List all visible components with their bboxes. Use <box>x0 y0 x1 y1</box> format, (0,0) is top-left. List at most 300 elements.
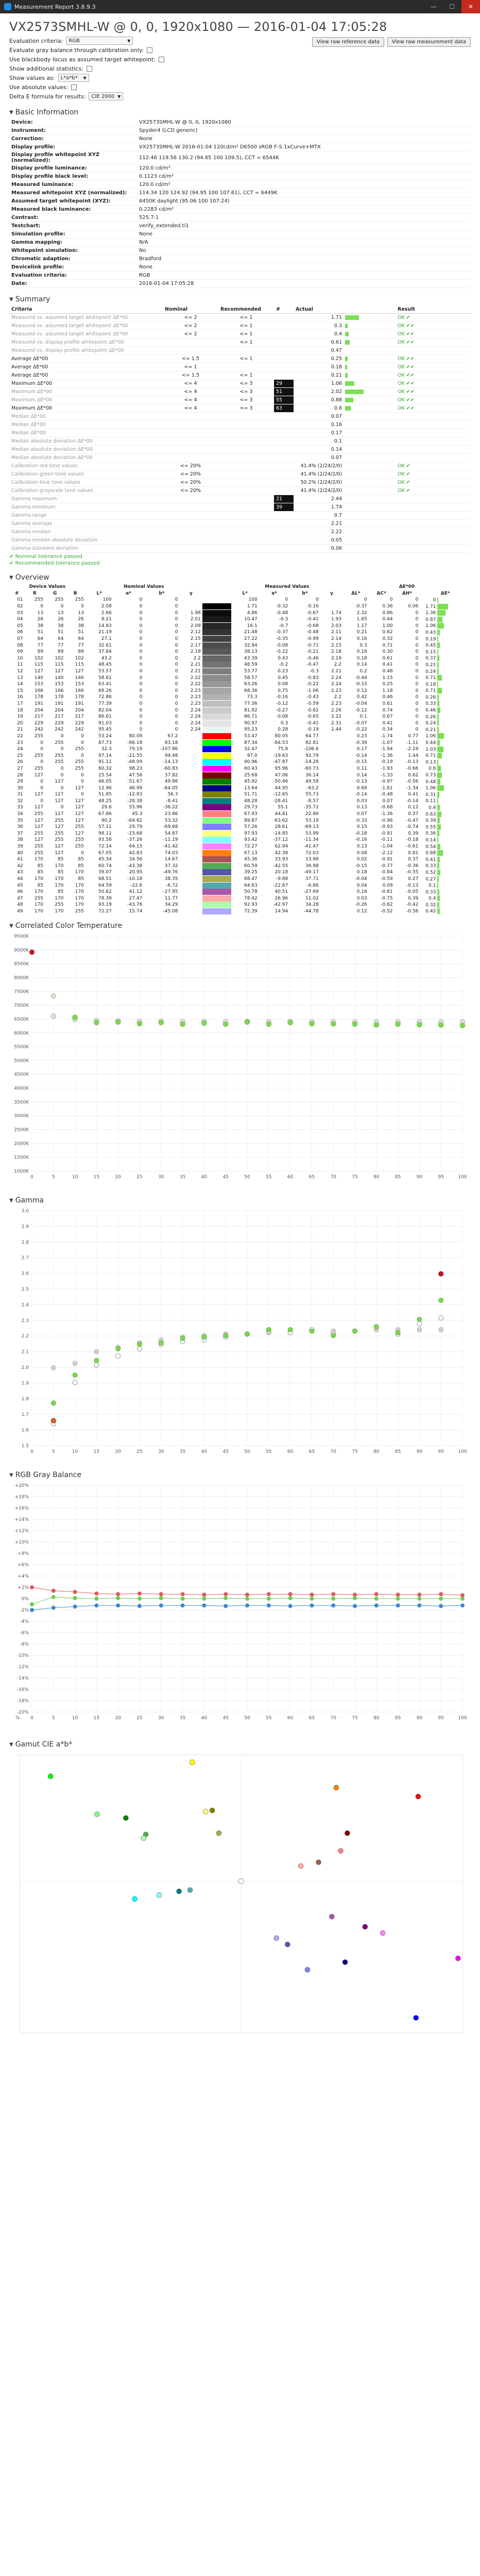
cct-point <box>223 1022 228 1027</box>
ov-cell: 97.93 <box>244 831 258 836</box>
summary-result: OK ✔ <box>396 314 471 322</box>
summary-actual <box>294 437 396 446</box>
ov-cell: 2.17 <box>190 642 201 648</box>
ov-delta-e <box>420 811 471 818</box>
info-key: Display profile: <box>9 143 137 151</box>
ov-cell: 27 <box>17 766 23 771</box>
ov-col-head: L* <box>242 590 248 596</box>
gamma-x-tick: 10 <box>72 1449 78 1455</box>
summary-recommended: <= 3 <box>218 380 274 388</box>
collapse-triangle-icon: ▼ <box>9 923 13 929</box>
ov-delta-e <box>420 837 471 843</box>
summary-nominal <box>163 446 218 454</box>
swatch-fill <box>202 642 231 649</box>
ov-cell: 50.78 <box>244 889 258 895</box>
info-key: Display profile black level: <box>9 173 137 181</box>
ov-cell: 1.74 <box>331 610 341 616</box>
info-value: 114.34 120 124.92 (94.95 100 107.61), CCT = 6449K <box>137 189 471 197</box>
ov-delta-e <box>420 642 471 649</box>
ov-cell: 0 <box>60 733 64 739</box>
ov-delta-e-value: 0.26 <box>425 694 436 700</box>
summary-result: OK ✔✔ <box>396 396 471 404</box>
ov-delta-e <box>420 694 471 701</box>
gamut-point <box>363 1924 368 1929</box>
summary-actual-value: 41.4% (2/24/2/0) <box>300 463 342 469</box>
ov-cell: -1.06 <box>306 688 319 693</box>
ov-cell: 20.18 <box>275 870 288 875</box>
summary-recommended <box>218 479 274 487</box>
delta-e-bar <box>437 610 445 616</box>
ov-cell: -0.16 <box>355 837 367 843</box>
ov-cell: 0 <box>415 714 419 720</box>
cct-x-tick: 60 <box>287 1175 294 1180</box>
gamut-point <box>48 1774 53 1779</box>
ov-delta-e-value: 0.1 <box>428 883 436 889</box>
absolute-values-checkbox[interactable] <box>71 84 77 90</box>
gamma-y-tick: 2.1 <box>21 1349 29 1355</box>
ov-delta-e-value: 0.4 <box>428 896 436 902</box>
gray-balance-point <box>245 1603 249 1607</box>
ov-cell <box>180 739 202 746</box>
ov-cell: 07 <box>17 636 23 642</box>
view-reference-data-button[interactable]: View raw reference data <box>312 37 384 47</box>
swatch-head <box>202 584 231 590</box>
ov-delta-e <box>420 603 471 610</box>
ov-cell: 0.11 <box>356 766 367 771</box>
ov-cell: 60.32 <box>98 766 112 771</box>
delta-e-bar <box>437 688 442 693</box>
ov-cell: 0.41 <box>408 792 419 798</box>
gray-balance-heading[interactable] <box>9 1471 471 1479</box>
info-key: Simulation profile: <box>9 230 137 239</box>
ov-cell: 85 <box>37 863 44 869</box>
gamut-point <box>329 1914 334 1919</box>
color-swatch <box>202 863 231 870</box>
cct-svg <box>9 932 471 1188</box>
ov-cell: -1.11 <box>406 740 419 745</box>
overview-row <box>9 668 471 675</box>
delta-e-bar <box>437 759 438 765</box>
ov-cell <box>180 908 202 915</box>
ov-cell: 0 <box>415 694 419 700</box>
info-row <box>9 247 471 255</box>
ov-cell: -0.08 <box>276 714 288 720</box>
ov-cell: 0.17 <box>356 747 367 752</box>
ov-cell: 37.32 <box>164 863 178 869</box>
ov-cell: 2.26 <box>331 707 341 713</box>
gray-balance-checkbox[interactable] <box>147 47 152 53</box>
ov-delta-e-value: 0.45 <box>425 643 436 649</box>
gamut-point <box>274 1936 279 1941</box>
ov-cell: 77 <box>78 642 84 648</box>
ov-cell: -1.04 <box>381 844 393 850</box>
ov-cell: 55.1 <box>278 805 288 810</box>
ov-delta-e-value: 0.71 <box>425 688 436 694</box>
ov-cell: 56.3 <box>167 792 178 798</box>
cct-heading[interactable] <box>9 922 471 930</box>
ov-cell: 57.11 <box>98 824 112 830</box>
ov-cell: 13 <box>57 610 64 616</box>
summary-result: OK ✔ <box>396 470 471 479</box>
close-button[interactable]: ✕ <box>461 0 480 13</box>
ov-cell: -64.05 <box>163 785 178 791</box>
ov-cell <box>320 895 343 902</box>
cct-point <box>460 1023 465 1028</box>
ov-cell: 242 <box>75 727 84 733</box>
delta-e-bar <box>437 740 440 745</box>
ov-cell: -21.55 <box>127 753 143 758</box>
ov-cell: 255 <box>34 831 44 836</box>
ov-cell <box>180 895 202 902</box>
ov-cell: 0.08 <box>278 682 288 687</box>
ov-cell: -0.3 <box>279 617 288 622</box>
additional-stats-checkbox[interactable] <box>87 66 92 72</box>
gamut-point <box>345 1831 350 1836</box>
summary-actual <box>294 363 396 371</box>
gray-balance-point <box>73 1605 77 1609</box>
summary-row <box>9 363 471 371</box>
top-buttons <box>312 37 471 47</box>
summary-hash <box>274 330 294 338</box>
ov-cell: 63.41 <box>98 682 112 687</box>
ov-cell: -0.62 <box>306 707 319 713</box>
ov-cell: -28.41 <box>273 798 288 804</box>
summary-hash <box>274 528 294 536</box>
ov-cell: 11 <box>17 662 23 668</box>
ov-cell: 67.86 <box>98 811 112 817</box>
summary-hash: 29 <box>274 380 294 388</box>
ov-cell: 85 <box>78 863 84 869</box>
ov-cell: 127 <box>34 837 44 843</box>
cct-y-tick: 3000K <box>14 1113 29 1119</box>
delta-e-bar <box>437 818 440 823</box>
ov-cell: 0.32 <box>382 636 393 642</box>
summary-actual <box>294 322 396 330</box>
ov-cell <box>180 869 202 876</box>
ov-cell: 2.24 <box>190 720 201 726</box>
absolute-values-label: Use absolute values: <box>9 83 68 91</box>
delta-e-label: Delta E formula for results: <box>9 93 86 100</box>
blackbody-row <box>9 55 471 64</box>
ov-cell: 48.28 <box>244 798 258 804</box>
window-title: Measurement Report 3.8.9.3 <box>14 3 96 10</box>
ov-cell: 0 <box>139 727 143 733</box>
gray-balance-point <box>267 1592 271 1596</box>
ov-cell: -0.08 <box>276 642 288 648</box>
gamut-point <box>316 1860 321 1865</box>
ov-cell: -0.37 <box>276 630 288 635</box>
gamma-y-tick: 2.9 <box>21 1224 29 1230</box>
summary-recommended: <= 1 <box>218 371 274 380</box>
ov-cell: -0.43 <box>306 694 319 700</box>
overview-heading[interactable] <box>9 573 471 582</box>
ov-cell: 0 <box>81 772 84 778</box>
ov-cell: 0.37 <box>408 811 419 817</box>
ov-cell: 64.59 <box>98 883 112 888</box>
ov-delta-e <box>420 778 471 785</box>
ov-cell: 127 <box>75 818 84 823</box>
ov-cell: 0 <box>60 785 64 791</box>
summary-recommended <box>218 503 274 512</box>
info-row <box>9 143 471 151</box>
summary-recommended <box>218 495 274 503</box>
ov-cell: 23 <box>17 740 23 745</box>
ov-cell: 62.94 <box>275 844 288 850</box>
summary-result <box>396 520 471 528</box>
overview-row <box>9 889 471 895</box>
basic-info-heading[interactable] <box>9 108 471 116</box>
ov-cell: 127 <box>34 772 44 778</box>
ov-delta-e <box>420 701 471 707</box>
color-swatch <box>202 733 231 740</box>
ov-cell: -0.97 <box>381 779 393 785</box>
swatch-fill <box>202 766 231 772</box>
ov-cell: -0.48 <box>306 630 319 635</box>
gamut-point <box>342 1960 348 1965</box>
cct-point <box>352 1022 357 1027</box>
cct-y-tick: 1500K <box>14 1155 29 1161</box>
eval-criteria-select[interactable] <box>66 37 133 45</box>
summary-hash <box>274 429 294 437</box>
ov-cell: -28.38 <box>127 798 143 804</box>
ov-cell: 153 <box>55 682 64 687</box>
ov-cell: 2.24 <box>190 727 201 733</box>
ov-cell: 255 <box>55 740 64 745</box>
info-key: Measured black luminance: <box>9 206 137 214</box>
gamut-point <box>285 1942 290 1947</box>
ov-delta-e-value: 0.6 <box>428 766 436 772</box>
gamma-y-tick: 3.0 <box>21 1209 29 1214</box>
maximize-button[interactable]: ☐ <box>449 3 455 10</box>
ov-cell: 90.96 <box>244 759 258 765</box>
cct-x-tick: 95 <box>438 1175 444 1180</box>
gamma-x-tick: 55 <box>266 1449 272 1455</box>
overview-row <box>9 662 471 668</box>
ov-delta-e <box>420 655 471 662</box>
minimize-button[interactable]: — <box>431 3 437 10</box>
gamma-x-tick: 40 <box>201 1449 208 1455</box>
summary-hash <box>274 479 294 487</box>
ov-cell: -0.3 <box>310 669 319 674</box>
color-swatch <box>202 603 231 610</box>
ov-cell: 38.13 <box>244 649 258 655</box>
swatch-fill <box>202 610 231 616</box>
delta-e-bar <box>437 876 439 882</box>
ov-cell: 46.05 <box>98 779 112 785</box>
info-row <box>9 214 471 222</box>
summary-row <box>9 413 471 421</box>
swatch-fill <box>202 889 231 895</box>
delta-e-bar <box>437 772 442 778</box>
overview-row <box>9 649 471 655</box>
delta-e-select[interactable] <box>89 92 123 100</box>
ov-cell: 0.61 <box>382 655 393 661</box>
ov-cell: 68.47 <box>244 876 258 882</box>
color-swatch <box>202 597 231 603</box>
ov-cell: 47.06 <box>275 772 288 778</box>
ov-cell: 0 <box>40 759 44 765</box>
swatch-fill <box>202 662 231 668</box>
cct-point <box>417 1022 422 1027</box>
ov-delta-e <box>420 707 471 714</box>
ov-cell: 2.01 <box>190 617 201 622</box>
ov-cell: 255 <box>34 733 44 739</box>
summary-bar <box>345 398 353 402</box>
gray-y-tick: -6% <box>20 1631 29 1636</box>
ov-cell: 18 <box>17 707 23 713</box>
info-row <box>9 230 471 239</box>
ov-cell: 0 <box>175 720 178 726</box>
summary-actual <box>294 520 396 528</box>
info-row <box>9 118 471 127</box>
ov-cell: -0.46 <box>306 655 319 661</box>
ov-cell: 01 <box>17 597 23 603</box>
cct-title: Correlated Color Temperature <box>15 922 123 930</box>
overview-row <box>9 616 471 623</box>
info-row <box>9 197 471 206</box>
ov-cell: 2.2 <box>334 694 341 700</box>
ov-cell <box>180 746 202 753</box>
ov-cell: 0.46 <box>382 694 393 700</box>
ov-cell: -22.6 <box>130 883 143 888</box>
info-value: No <box>137 247 471 255</box>
gray-balance-point <box>245 1593 249 1597</box>
ov-cell: -0.55 <box>406 870 419 875</box>
ov-cell: -60.73 <box>303 766 319 771</box>
ov-cell: 85 <box>37 883 44 888</box>
color-swatch <box>202 772 231 778</box>
gamut-heading[interactable] <box>9 1740 471 1749</box>
chevron-down-icon: ▼ <box>83 75 87 80</box>
gamma-x-tick: 85 <box>395 1449 401 1455</box>
ov-cell: 95.23 <box>244 727 258 733</box>
cct-point <box>159 1020 164 1025</box>
info-key: Measured whitepoint XYZ (normalized): <box>9 189 137 197</box>
summary-nominal: <= 2 <box>163 322 218 330</box>
ov-cell <box>180 876 202 883</box>
summary-heading[interactable] <box>9 295 471 303</box>
overview-row <box>9 798 471 805</box>
ov-cell: 0 <box>139 688 143 693</box>
summary-recommended: <= 1 <box>218 314 274 322</box>
gamma-y-tick: 1.5 <box>21 1444 29 1449</box>
summary-recommended <box>218 429 274 437</box>
gamma-x-tick: 70 <box>330 1449 336 1455</box>
overview-row <box>9 902 471 908</box>
gray-y-tick: -10% <box>16 1653 29 1659</box>
ov-cell: 0 <box>60 805 64 810</box>
ov-cell: 170 <box>34 857 44 862</box>
summary-result: OK ✔✔ <box>396 338 471 347</box>
blackbody-checkbox[interactable] <box>159 57 164 62</box>
gamma-x-tick: 95 <box>438 1449 444 1455</box>
ov-cell: 77.36 <box>244 701 258 706</box>
info-value: verify_extended.ti1 <box>137 222 471 230</box>
ov-cell: 170 <box>75 889 84 895</box>
gamma-heading[interactable] <box>9 1196 471 1205</box>
ov-cell: 64 <box>37 636 44 642</box>
ov-cell: 0.07 <box>356 811 367 817</box>
info-key: Display profile luminance: <box>9 164 137 173</box>
ov-cell: 37.84 <box>98 649 112 655</box>
ov-cell: 47 <box>17 895 23 901</box>
ov-cell: 63.26 <box>244 682 258 687</box>
color-swatch <box>202 778 231 785</box>
summary-row <box>9 487 471 495</box>
ov-cell: 0.14 <box>356 772 367 778</box>
ov-delta-e-value: 0.21 <box>425 662 436 668</box>
ov-cell: 191 <box>34 701 44 706</box>
gray-y-tick: +12% <box>14 1529 29 1534</box>
collapse-triangle-icon: ▼ <box>9 1741 13 1748</box>
ov-cell: -0.48 <box>276 610 288 616</box>
collapse-triangle-icon: ▼ <box>9 296 13 302</box>
ov-cell <box>320 766 343 772</box>
ov-cell: 97.14 <box>98 753 112 758</box>
ov-cell: 191 <box>55 701 64 706</box>
ov-cell: 0.3 <box>280 720 288 726</box>
ov-cell: 72.14 <box>98 844 112 850</box>
ov-cell: 92.93 <box>244 902 258 908</box>
ov-cell: 0 <box>415 720 419 726</box>
cct-x-tick: 35 <box>179 1175 186 1180</box>
cct-x-tick: 80 <box>373 1175 380 1180</box>
overview-row <box>9 876 471 883</box>
summary-hash: 39 <box>274 503 294 512</box>
ov-cell: -0.18 <box>355 831 367 836</box>
ov-cell: 170 <box>34 902 44 908</box>
gamma-x-tick: 45 <box>222 1449 229 1455</box>
ov-cell: 08 <box>17 642 23 648</box>
gamma-x-tick: 75 <box>352 1449 358 1455</box>
summary-result <box>396 437 471 446</box>
ov-cell: 170 <box>34 876 44 882</box>
ov-cell: -63.62 <box>273 818 288 823</box>
gray-x-unit: % <box>15 1716 20 1721</box>
ov-col-head: G <box>53 590 57 596</box>
info-value: 112.46 119.56 130.2 (94.65 100 109.5), CCT = 6544K <box>137 151 471 164</box>
ov-cell: 0 <box>60 766 64 771</box>
cct-point-nominal <box>51 1014 56 1019</box>
ov-cell <box>320 856 343 863</box>
summary-bar <box>345 373 348 378</box>
gray-balance-point <box>417 1603 421 1607</box>
summary-row <box>9 330 471 338</box>
view-measurement-data-button[interactable]: View raw measurement data <box>387 37 471 47</box>
ov-cell: 0 <box>415 649 419 655</box>
ov-cell: 170 <box>55 876 64 882</box>
gray-x-tick: 40 <box>201 1716 208 1721</box>
ov-cell: 43 <box>17 870 23 875</box>
ov-cell: 2.03 <box>331 623 341 629</box>
ov-cell: -37.12 <box>273 837 288 843</box>
ov-cell <box>180 856 202 863</box>
ov-col-head: B <box>73 590 77 596</box>
ov-cell: 58.61 <box>98 675 112 681</box>
ov-col-head: γ <box>330 590 333 596</box>
info-key: Correction: <box>9 135 137 143</box>
ov-cell: 229 <box>34 720 44 726</box>
ov-delta-e-value: 1.03 <box>425 747 436 752</box>
ov-cell: 255 <box>55 759 64 765</box>
gamut-point <box>414 2015 419 2021</box>
summary-hash <box>274 512 294 520</box>
ov-cell: 0 <box>139 707 143 713</box>
show-values-select[interactable] <box>58 74 89 82</box>
ov-cell: 51 <box>57 630 64 635</box>
summary-recommended <box>218 528 274 536</box>
ov-cell: 26 <box>17 759 23 765</box>
